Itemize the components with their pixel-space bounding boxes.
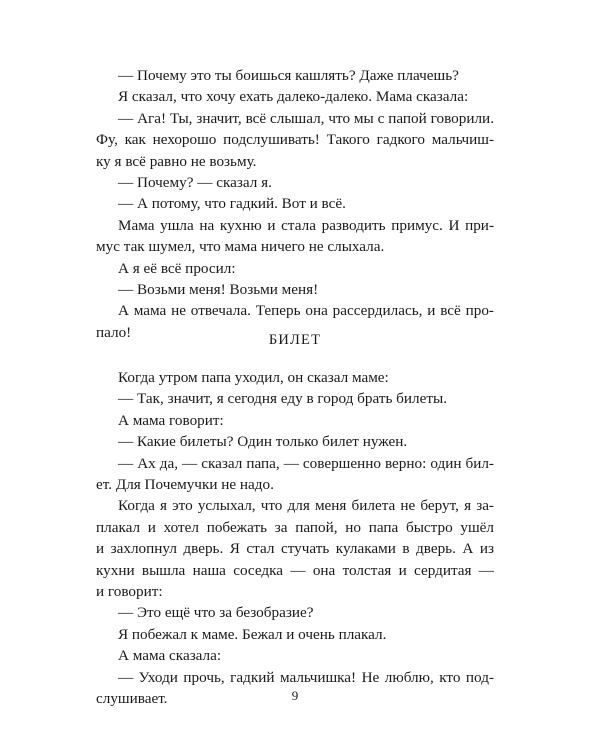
text-line: — Это ещё что за безобразие? — [118, 604, 314, 622]
text-line: слушивает. — [96, 690, 168, 708]
text-line: — Почему это ты боишься кашлять? Даже плачешь? — [118, 67, 459, 84]
text-line: Когда утром папа уходил, он сказал маме: — [118, 369, 389, 386]
text-line: А мама не отвечала. Теперь она рассердилась, и всё про- — [118, 302, 494, 320]
text-line: — Какие билеты? Один только билет нужен. — [118, 433, 408, 451]
text-line: плакал и хотел побежать за папой, но папа быстро ушёл — [96, 518, 494, 536]
page-number: 9 — [291, 688, 299, 703]
text-line: кухни вышла наша соседка — она толстая и сердитая — — [96, 561, 494, 579]
text-line: — Ага! Ты, значит, всё слышал, что мы с папой говорили. — [118, 109, 494, 127]
chapter-heading: БИЛЕТ — [268, 332, 322, 348]
story-text-part-2 — [96, 367, 494, 710]
text-line: и захлопнул дверь. Я стал стучать кулаками в дверь. А из — [96, 540, 494, 558]
text-line: — Возьми меня! Возьми меня! — [118, 281, 319, 299]
text-line: А мама сказала: — [118, 647, 222, 665]
text-line: — Ах да, — сказал папа, — совершенно верно: один бил- — [118, 454, 494, 472]
text-line: — А потому, что гадкий. Вот и всё. — [118, 195, 346, 213]
text-line: ку я всё равно не возьму. — [96, 152, 257, 170]
text-line: Я побежал к маме. Бежал и очень плакал. — [118, 625, 387, 643]
text-line: мус так шумел, что мама ничего не слыхала. — [96, 238, 385, 256]
text-line: Я сказал, что хочу ехать далеко-далеко. Мама сказала: — [118, 88, 469, 106]
text-line: — Так, значит, я сегодня еду в город брать билеты. — [118, 390, 447, 408]
story-text-part-1 — [96, 65, 494, 343]
text-line: ет. Для Почемучки не надо. — [96, 476, 274, 494]
text-line: А я её всё просил: — [118, 259, 236, 277]
text-line: Мама ушла на кухню и стала разводить примус. И при- — [118, 216, 494, 234]
text-line: — Почему? — сказал я. — [118, 174, 272, 192]
text-line: пало! — [96, 323, 132, 341]
text-line: Когда я это услыхал, что для меня билета не берут, я за- — [118, 497, 494, 515]
text-line: и говорит: — [96, 583, 163, 601]
text-line: А мама говорит: — [118, 411, 224, 429]
text-line: — Уходи прочь, гадкий мальчишка! Не люблю, кто под- — [118, 668, 494, 686]
text-line: Фу, как нехорошо подслушивать! Такого гадкого мальчиш- — [96, 131, 494, 149]
